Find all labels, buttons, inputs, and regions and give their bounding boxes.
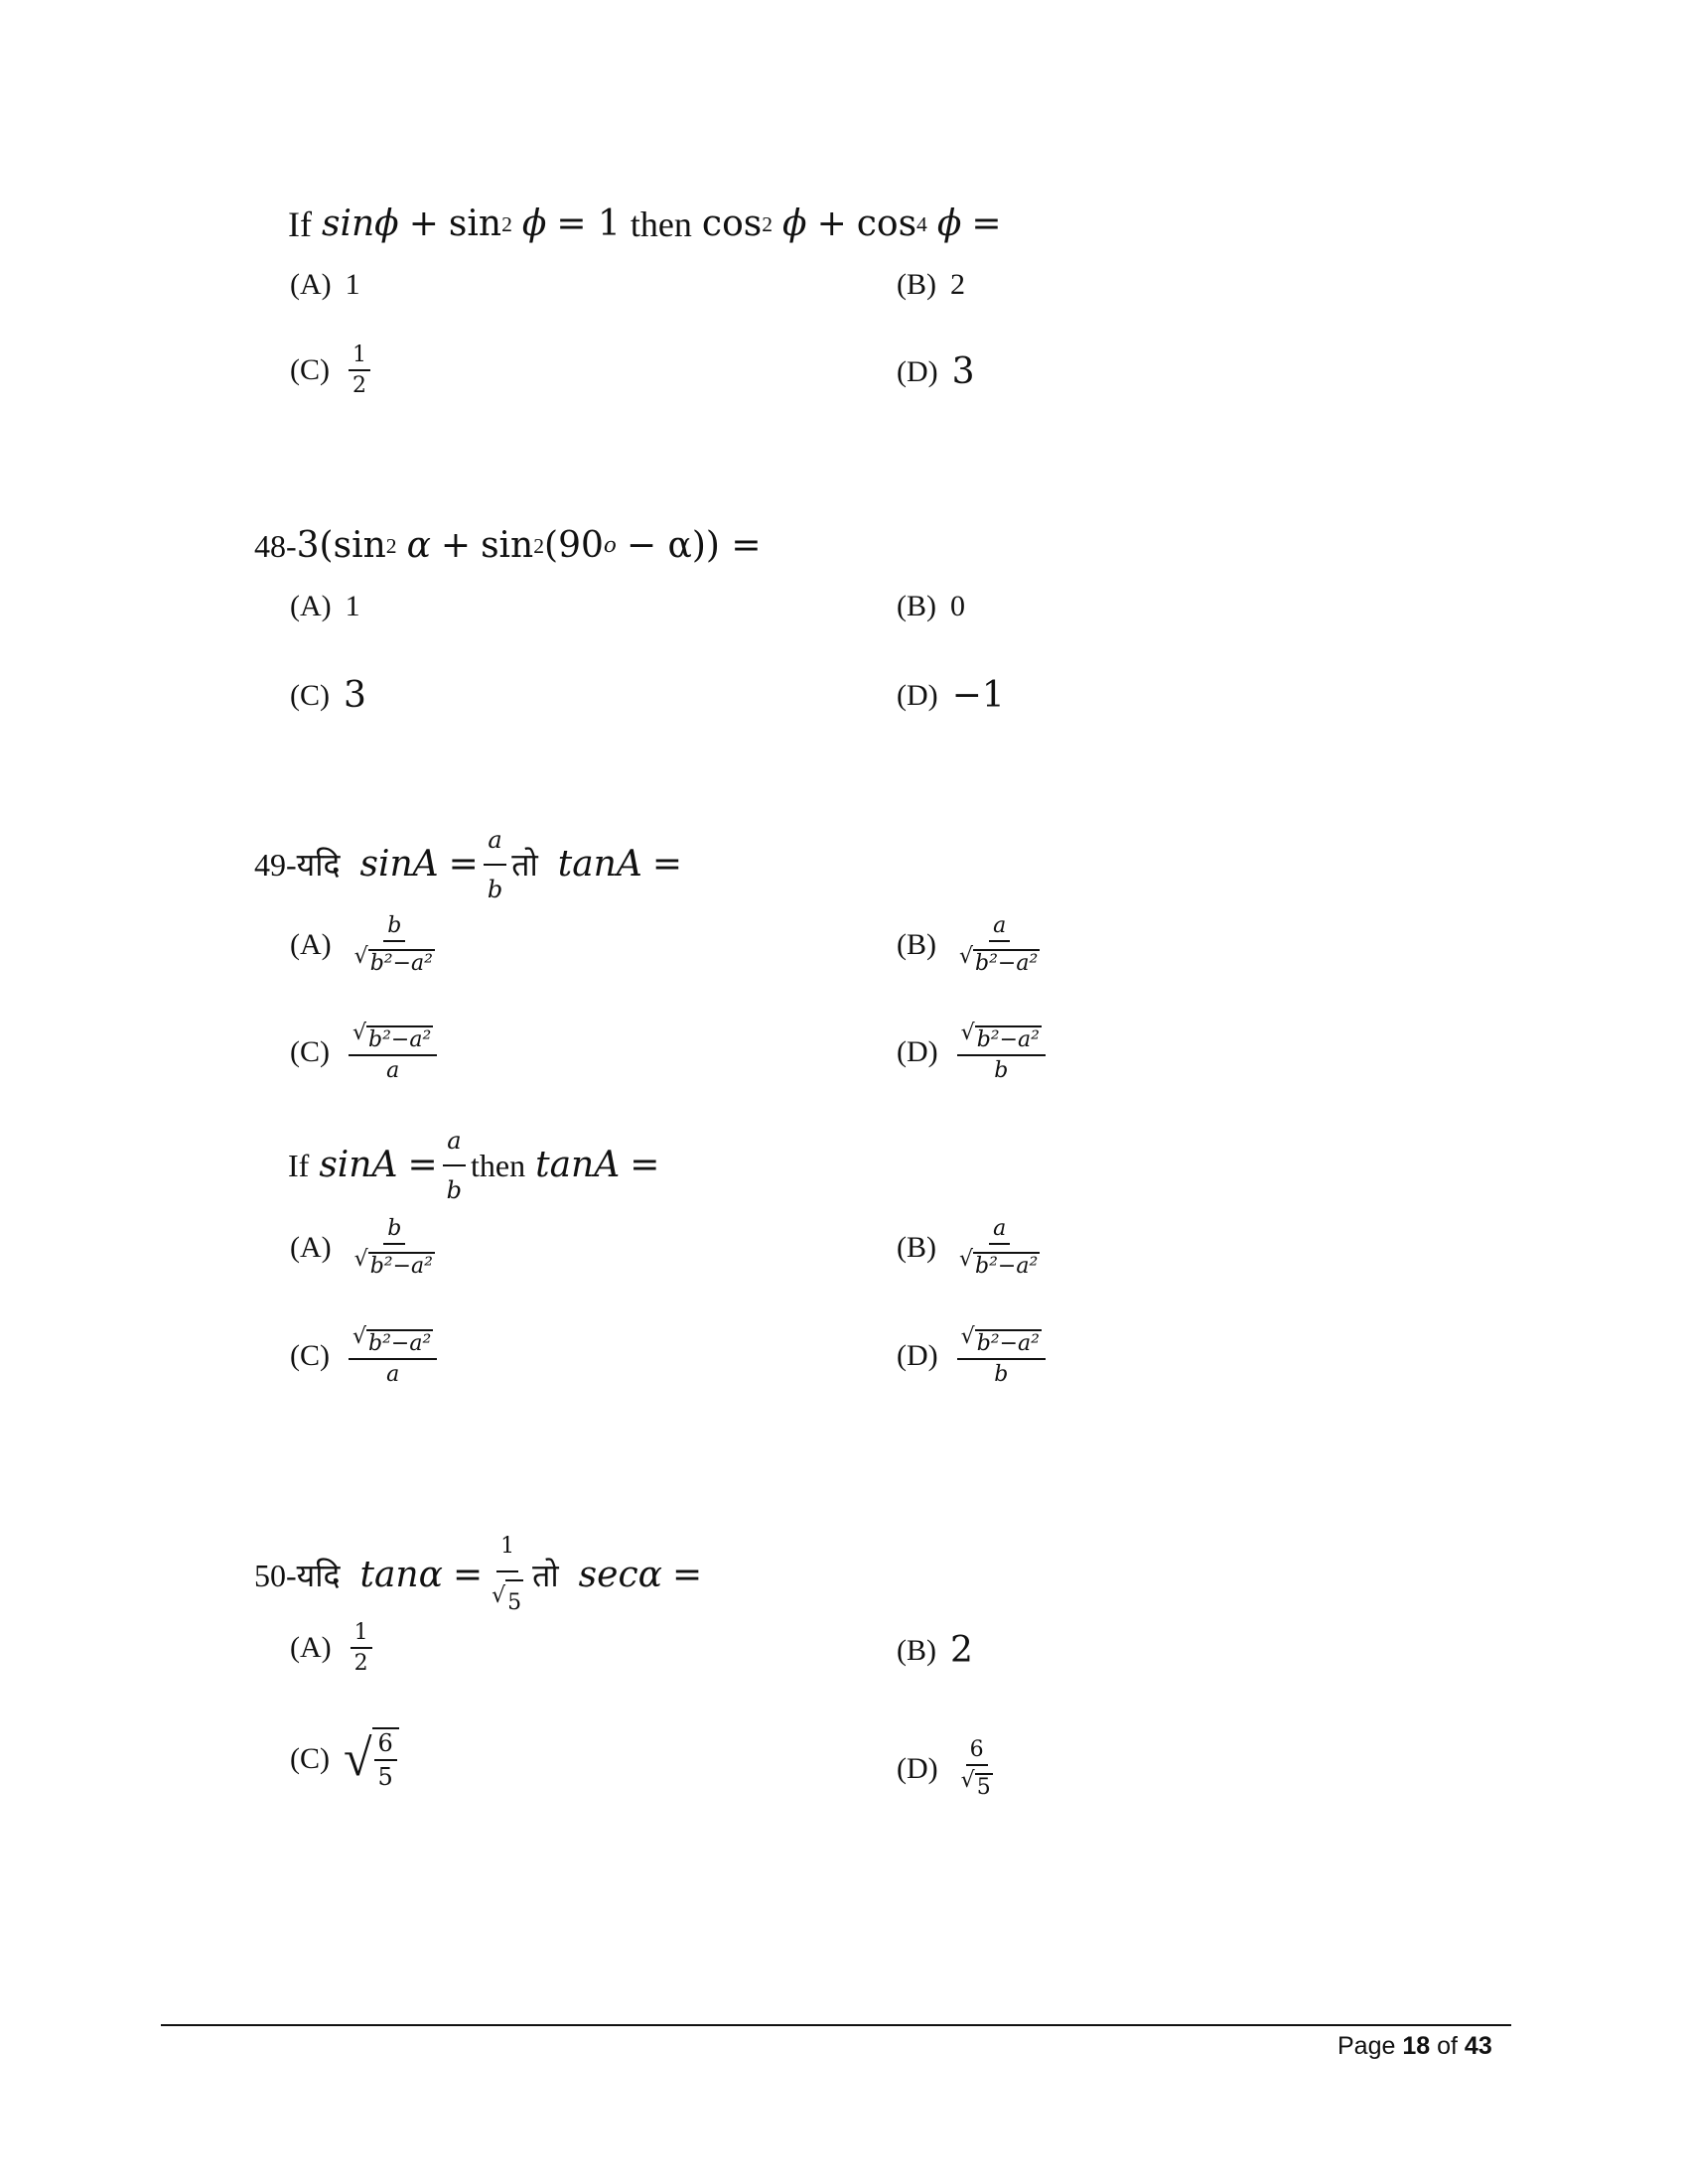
q47-phi-3: ϕ <box>936 204 962 244</box>
q48-option-c-label: (C) <box>290 678 330 712</box>
q49-en-option-a-num: b <box>383 1216 405 1245</box>
q49-option-b-den: b²−a² <box>975 951 1039 976</box>
q50-tan: tanα <box>359 1554 443 1595</box>
q47-option-a-value: 1 <box>345 268 360 301</box>
q49-option-b-num: a <box>989 913 1010 942</box>
q49-en-option-c-num: b²−a² <box>368 1331 432 1356</box>
q49-en-option-b-fraction <box>955 1216 1044 1279</box>
q47-option-d[interactable] <box>897 351 975 392</box>
q48-option-d-value: −1 <box>951 675 1005 716</box>
q50-option-b-value: 2 <box>950 1630 973 1671</box>
q50-option-a-label: (A) <box>290 1631 332 1664</box>
q49-stem-den: b <box>487 876 503 903</box>
q49-option-c-num: b²−a² <box>368 1027 432 1052</box>
q47-option-b[interactable] <box>897 268 965 302</box>
q48-plus: + <box>440 525 472 566</box>
q49-en-option-b[interactable] <box>897 1216 1049 1279</box>
q49-en-sinA: sinA <box>319 1145 398 1185</box>
footer-total-pages: 43 <box>1464 2032 1492 2060</box>
q49-option-c-num-wrap <box>349 1021 437 1056</box>
q49-en-option-c-label: (C) <box>290 1338 330 1372</box>
question-47-stem: If sinϕ + sin 2 ϕ = 1 then cos 2 ϕ + cos 4 ϕ = <box>288 204 1002 244</box>
q49-option-c-den: a <box>386 1058 400 1083</box>
q50-option-d-fraction <box>957 1737 997 1800</box>
q50-stem-num: 1 <box>496 1525 518 1572</box>
q49-en-tanA: tanA <box>535 1145 621 1185</box>
question-50-stem <box>254 1525 702 1625</box>
q49-en-stem-fraction <box>443 1119 466 1212</box>
q49-en-option-b-num: a <box>989 1216 1010 1245</box>
question-48-stem: 48- 3(sin 2 α + sin 2 (90 o − α)) = <box>254 525 762 566</box>
q49-hindi-if: यदि <box>296 846 341 884</box>
q50-option-d-num: 6 <box>966 1737 988 1766</box>
q47-cos-1: cos <box>701 204 763 244</box>
q48-option-a[interactable] <box>290 590 360 623</box>
q49-en-option-d-fraction <box>957 1324 1046 1387</box>
q49-option-a-num: b <box>383 913 405 942</box>
q47-cos-2: cos <box>856 204 917 244</box>
q49-en-option-c-sqrt <box>352 1324 433 1356</box>
sqrt-icon: √ <box>960 1768 975 1793</box>
q50-stem-sqrt <box>492 1574 523 1625</box>
q47-option-c-fraction <box>349 342 370 398</box>
q50-eq-end: = <box>671 1554 703 1595</box>
q49-en-option-b-den: b²−a² <box>975 1254 1039 1279</box>
q49-en-option-d-label: (D) <box>897 1338 938 1372</box>
q50-option-d-den-wrap <box>957 1766 997 1800</box>
sqrt-icon: √ <box>960 1324 975 1349</box>
q47-phi-2: ϕ <box>782 204 807 244</box>
q48-sin-2: sin <box>481 525 534 566</box>
q49-option-d-num-wrap <box>957 1021 1046 1056</box>
q47-option-b-label: (B) <box>897 268 936 301</box>
q47-sinphi: sinϕ <box>321 204 399 244</box>
q48-option-b-label: (B) <box>897 590 936 622</box>
q50-option-c-label: (C) <box>290 1742 330 1775</box>
q47-option-c-num: 1 <box>349 342 370 371</box>
q49-en-stem-num: a <box>443 1119 465 1166</box>
q49-en-option-a-den-wrap <box>351 1245 439 1279</box>
sqrt-icon: √ <box>352 1324 367 1349</box>
q49-option-c-fraction <box>349 1021 437 1083</box>
q49-en-option-c-den: a <box>386 1362 400 1387</box>
q49-en-option-c-num-wrap <box>349 1324 437 1360</box>
q49-option-d-fraction <box>957 1021 1046 1083</box>
q50-eq: = <box>452 1554 484 1595</box>
q47-option-c-den: 2 <box>352 373 366 398</box>
q47-option-a[interactable] <box>290 268 360 302</box>
q49-option-d[interactable] <box>897 1021 1051 1083</box>
q49-tanA: tanA <box>557 844 642 885</box>
q49-option-b-fraction <box>955 913 1044 976</box>
q49-en-option-c[interactable] <box>290 1324 442 1387</box>
q50-option-d-label: (D) <box>897 1751 938 1785</box>
q47-then-text: then <box>630 205 692 244</box>
question-49-en-stem <box>288 1119 659 1212</box>
q48-alpha-1: α <box>406 525 431 566</box>
q50-option-d-den: 5 <box>976 1775 991 1800</box>
q49-en-if-text: If <box>288 1148 310 1183</box>
q47-option-d-value: 3 <box>951 351 975 392</box>
q49-stem-num: a <box>484 818 505 866</box>
footer-current-page: 18 <box>1402 2032 1431 2060</box>
sqrt-icon: √ <box>344 1730 372 1787</box>
q49-option-c-label: (C) <box>290 1034 330 1068</box>
q48-paren-90: (90 <box>544 525 604 566</box>
q49-option-a-fraction <box>351 913 439 976</box>
q49-option-d-label: (D) <box>897 1034 938 1068</box>
q49-en-option-b-sqrt <box>959 1247 1040 1279</box>
q49-en-option-c-fraction <box>349 1324 437 1387</box>
q50-hindi-then: तो <box>532 1556 559 1594</box>
q49-option-a-sqrt <box>354 944 435 976</box>
q47-plus-2: + <box>816 204 847 244</box>
q50-number: 50- <box>254 1557 297 1593</box>
q50-option-c-sqrt <box>344 1727 399 1791</box>
sqrt-icon: √ <box>353 944 368 969</box>
q49-option-c-sqrt <box>352 1021 433 1052</box>
q49-sinA: sinA <box>359 844 439 885</box>
q49-en-option-d-num-wrap <box>957 1324 1046 1360</box>
q49-en-option-a[interactable] <box>290 1216 444 1279</box>
q49-option-d-num: b²−a² <box>976 1027 1040 1052</box>
q47-option-c-label: (C) <box>290 353 330 386</box>
q47-option-c[interactable] <box>290 342 375 398</box>
question-49-stem <box>254 818 682 911</box>
q50-option-c-fraction <box>374 1729 397 1791</box>
q49-en-option-a-fraction <box>351 1216 439 1279</box>
q49-option-b-label: (B) <box>897 927 936 961</box>
q48-option-d-label: (D) <box>897 678 938 712</box>
q50-option-a-num: 1 <box>351 1620 372 1649</box>
q50-option-d[interactable] <box>897 1737 1002 1800</box>
q49-en-option-d-num: b²−a² <box>976 1331 1040 1356</box>
q48-option-b-value: 0 <box>950 590 965 622</box>
q50-option-a-den: 2 <box>353 1651 368 1676</box>
q49-option-a-den: b²−a² <box>369 951 433 976</box>
q48-option-a-label: (A) <box>290 590 332 622</box>
q48-option-b[interactable] <box>897 590 965 623</box>
q50-option-c-body <box>372 1727 399 1791</box>
q47-eq: = <box>971 204 1002 244</box>
q50-stem-fraction <box>488 1525 527 1625</box>
q50-sec: secα <box>578 1554 662 1595</box>
q48-number: 48- <box>254 528 297 564</box>
q49-en-stem-den: b <box>446 1176 463 1204</box>
q47-if-text: If <box>288 205 312 244</box>
q49-option-d-sqrt <box>961 1021 1042 1052</box>
q49-en-option-d-sqrt <box>961 1324 1042 1356</box>
q47-phi-1: ϕ <box>521 204 547 244</box>
q49-en-then-text: then <box>471 1148 526 1183</box>
q50-option-c[interactable] <box>290 1727 399 1791</box>
q50-option-c-num: 6 <box>374 1729 397 1761</box>
q49-en-option-b-den-wrap <box>955 1245 1044 1279</box>
q49-en-option-a-den: b²−a² <box>369 1254 433 1279</box>
q49-en-eq: = <box>407 1145 438 1185</box>
q49-option-d-den: b <box>994 1058 1009 1083</box>
footer-rule <box>161 2024 1511 2026</box>
q50-stem-den-wrap <box>488 1572 527 1625</box>
q49-en-eq-end: = <box>630 1145 660 1185</box>
q48-option-c-value: 3 <box>344 675 366 716</box>
q49-en-option-b-label: (B) <box>897 1230 936 1264</box>
q49-number: 49- <box>254 847 297 883</box>
q47-sin: sin <box>448 204 502 244</box>
page-footer <box>1337 2032 1492 2061</box>
q49-option-a-label: (A) <box>290 927 332 961</box>
q50-option-a-fraction <box>351 1620 372 1676</box>
q47-option-d-label: (D) <box>897 354 938 388</box>
q47-option-a-label: (A) <box>290 268 332 301</box>
q49-eq: = <box>448 844 479 885</box>
q49-en-option-a-label: (A) <box>290 1230 332 1264</box>
q50-option-b[interactable] <box>897 1630 973 1671</box>
sqrt-icon: √ <box>352 1021 367 1045</box>
q49-en-option-d[interactable] <box>897 1324 1051 1387</box>
sqrt-icon: √ <box>960 1021 975 1045</box>
q50-stem-den: 5 <box>505 1579 523 1625</box>
footer-page-word: Page <box>1337 2032 1396 2060</box>
q49-en-option-a-sqrt <box>354 1247 435 1279</box>
q50-option-d-sqrt <box>961 1768 993 1800</box>
q50-option-a[interactable] <box>290 1620 377 1676</box>
q48-option-a-value: 1 <box>345 590 360 622</box>
q49-eq-end: = <box>651 844 683 885</box>
q48-minus-alpha: − α)) = <box>626 525 762 566</box>
q48-expr-start: 3(sin <box>296 525 386 566</box>
sqrt-icon: √ <box>353 1247 368 1272</box>
q49-en-option-d-den: b <box>994 1362 1009 1387</box>
q49-option-b-sqrt <box>959 944 1040 976</box>
q50-option-c-den: 5 <box>377 1763 393 1791</box>
q49-option-a-den-wrap <box>351 942 439 976</box>
q49-option-b[interactable] <box>897 913 1049 976</box>
q50-hindi-if: यदि <box>296 1556 341 1594</box>
q47-eq-one: = 1 <box>556 204 621 244</box>
q48-option-d[interactable] <box>897 675 1005 716</box>
sqrt-icon: √ <box>959 1247 974 1272</box>
q47-plus: + <box>408 204 439 244</box>
q49-option-a[interactable] <box>290 913 444 976</box>
q49-option-c[interactable] <box>290 1021 442 1083</box>
q48-option-c[interactable] <box>290 675 366 716</box>
q49-stem-fraction <box>484 818 506 911</box>
sqrt-icon: √ <box>959 944 974 969</box>
sqrt-icon: √ <box>492 1583 506 1608</box>
footer-of-word: of <box>1437 2032 1458 2060</box>
q50-option-b-label: (B) <box>897 1633 936 1667</box>
q47-option-b-value: 2 <box>950 268 965 301</box>
q49-option-b-den-wrap <box>955 942 1044 976</box>
q49-hindi-then: तो <box>511 846 538 884</box>
